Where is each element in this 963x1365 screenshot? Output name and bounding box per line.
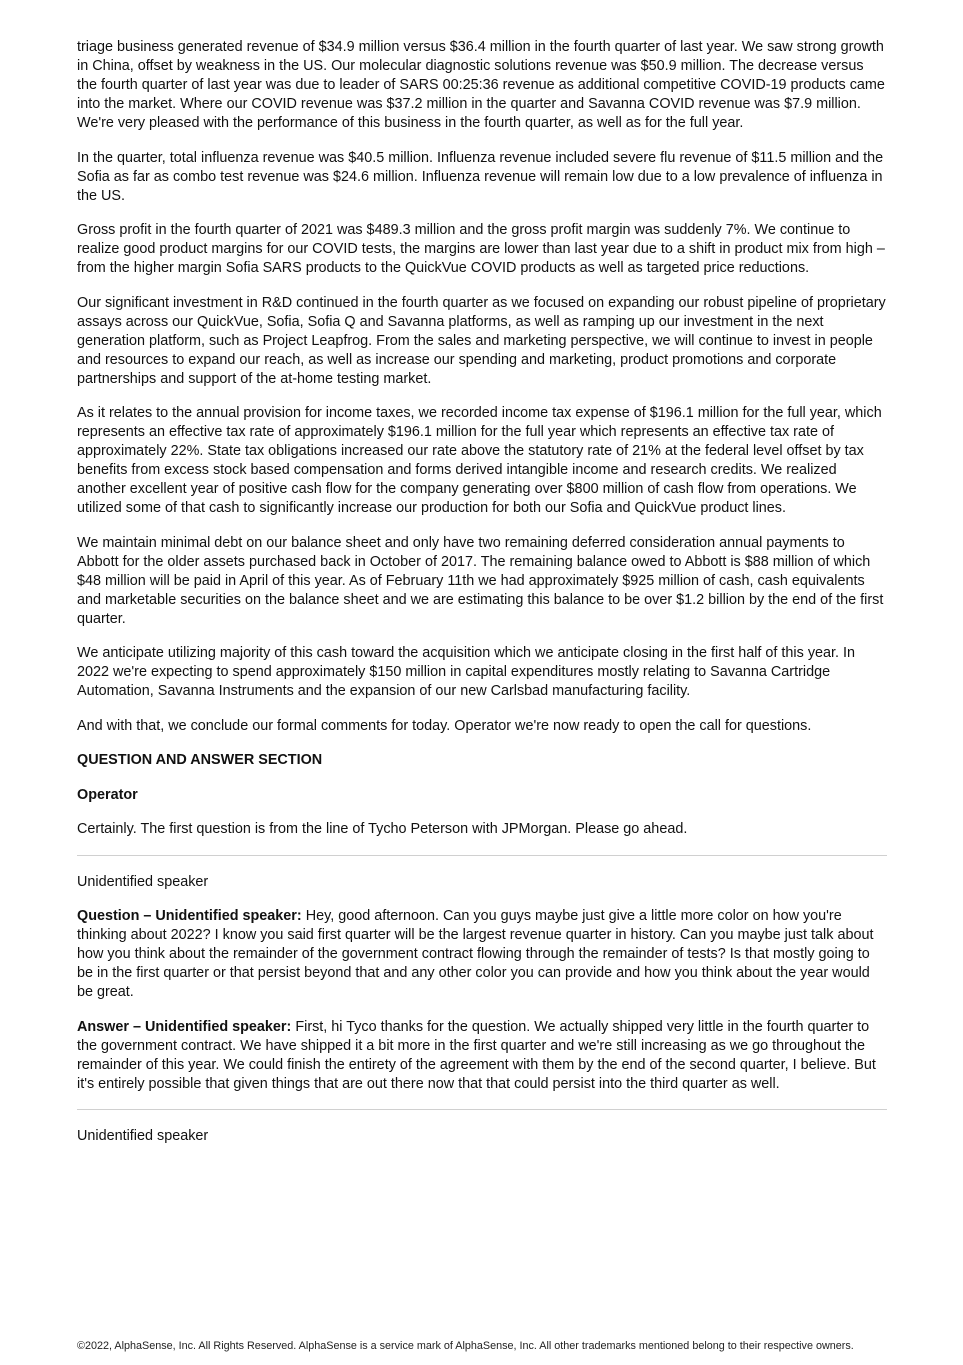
paragraph: Our significant investment in R&D continued in the fourth quarter as we focused on expanding our robust pipeline of proprietary assays across our QuickVue, Sofia, Sofia Q and Savanna platforms, as well as ramping up our investment in the next generation platform, such as Project Leapfrog. From the sales and marketing perspective, we will continue to invest in people and resources to expand our reach, as well as increase our spending and marketing, product promotions and corporate partnerships and support of the at-home testing market. — [77, 294, 886, 387]
speaker-name: Unidentified speaker — [77, 873, 209, 890]
divider — [77, 855, 887, 856]
paragraph: triage business generated revenue of $34.9 million versus $36.4 million in the fourth quarter of last year. We saw strong growth in China, offset by weakness in the US. Our molecular diagnostic solutions revenue was $50.9 million. The decrease versus the fourth quarter of last year was due to leader of SARS 00:25:36 revenue as additional competitive COVID-19 products came into the market. Where our COVID revenue was $37.2 million in the quarter and Savanna COVID revenue was $7.9 million. We're very pleased with the performance of this business in the fourth quarter, as well as for the full year. — [77, 39, 885, 131]
copyright-footer: ©2022, AlphaSense, Inc. All Rights Reserved. AlphaSense is a service mark of AlphaSense, Inc. All other trademarks mentioned belong to their respective owners. — [77, 1340, 854, 1352]
answer-label: Answer – Unidentified speaker: — [77, 1018, 292, 1035]
paragraph: And with that, we conclude our formal comments for today. Operator we're now ready to open the call for questions. — [77, 717, 812, 734]
divider — [77, 1109, 887, 1110]
question-label: Question – Unidentified speaker: — [77, 908, 302, 924]
speaker-name: Unidentified speaker — [77, 1128, 209, 1144]
answer-text: First, hi Tyco thanks for the question. We actually shipped very little in the fourth quarter to the government contract. We have shipped it a bit more in the first quarter and we're still increasing as we go throughout the remainder of this year. We could finish the entirety of the agreement with them by the end of the second quarter, I believe. But it's entirely possible that given things that are out there now that that could persist into the third quarter as well. — [77, 1018, 876, 1092]
operator-speaker-name: Operator — [77, 786, 138, 803]
question-text: Hey, good afternoon. Can you guys maybe just give a little more color on how you're thinking about 2022? I know you said first quarter will be the largest revenue quarter in history. Can you maybe just talk about how you think about the remainder of the government contract flowing through the remainder of tests? Is that mostly going to be in the first quarter or that persist beyond that and any other color you can provide and how you think about the year would be great. — [77, 908, 874, 1000]
transcript-body — [77, 38, 887, 1162]
qa-section-heading: QUESTION AND ANSWER SECTION — [77, 752, 323, 768]
paragraph: We maintain minimal debt on our balance sheet and only have two remaining deferred consideration annual payments to Abbott for the older assets purchased back in October of 2017. The remaining balance owed to Abbott is $88 million of which $48 million will be paid in April of this year. As of February 11th we had approximately $925 million of cash, cash equivalents and marketable securities on the balance sheet and we are estimating this balance to be over $1.2 billion by the end of the first quarter. — [77, 534, 884, 627]
question-paragraph — [77, 907, 887, 1002]
operator-text: Certainly. The first question is from the line of Tycho Peterson with JPMorgan. Please go ahead. — [77, 821, 688, 837]
paragraph: Gross profit in the fourth quarter of 2021 was $489.3 million and the gross profit margin was suddenly 7%. We continue to realize good product margins for our COVID tests, the margins are lower than last year due to a shift in product mix from high – from the higher margin Sofia SARS products to the QuickVue COVID products as well as targeted price reductions. — [77, 222, 885, 276]
answer-paragraph — [77, 1018, 887, 1094]
paragraph: As it relates to the annual provision for income taxes, we recorded income tax expense of $196.1 million for the full year, which represents an effective tax rate of approximately $196.1 million for the full year which represents an effective tax rate of approximately 22%. State tax obligations increased our rate above the statutory rate of 21% at the federal level offset by tax benefits from excess stock based compensation and forms derived intangible income and research credits. We realized another excellent year of positive cash flow for the company generating over $800 million of cash flow from operations. We utilized some of that cash to significantly increase our production for both our Sofia and QuickVue product lines. — [77, 405, 882, 516]
paragraph: In the quarter, total influenza revenue was $40.5 million. Influenza revenue included severe flu revenue of $11.5 million and the Sofia as far as combo test revenue was $24.6 million. Influenza revenue will remain low due to a low prevalence of influenza in the US. — [77, 149, 884, 204]
paragraph: We anticipate utilizing majority of this cash toward the acquisition which we anticipate closing in the first half of this year. In 2022 we're expecting to spend approximately $150 million in capital expenditures mostly relating to Savanna Cartridge Automation, Savanna Instruments and the expansion of our new Carlsbad manufacturing facility. — [77, 645, 856, 699]
